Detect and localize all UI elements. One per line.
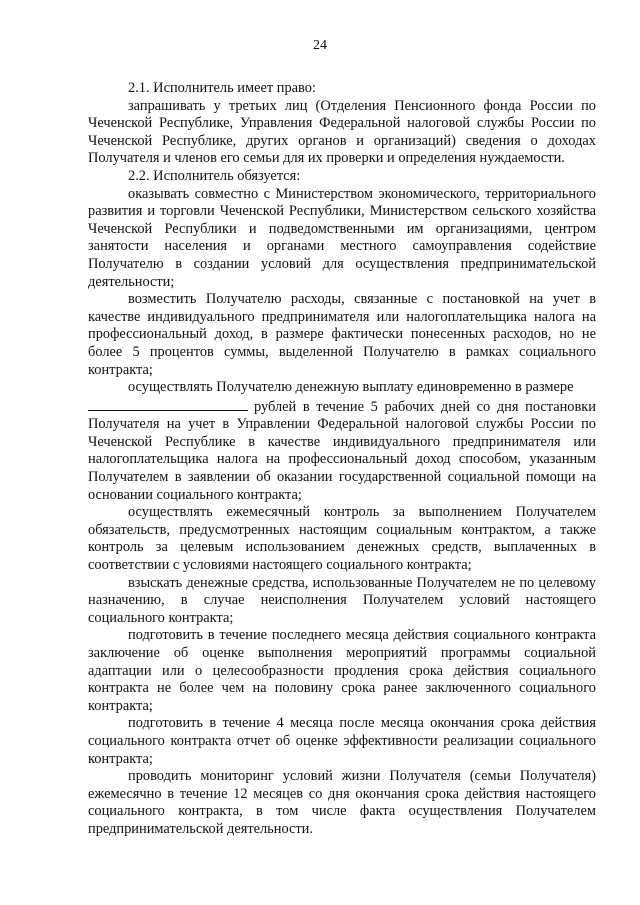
section-2-2-item-4: осуществлять ежемесячный контроль за выполнением Получателем обязательств, предусмотренных настоящим социальным контрактом, а также контроль за целевым использованием денежных средств, выплаченных в соответствии с условиями настоящего социального контракта; [88,504,596,574]
section-2-2-item-1: оказывать совместно с Министерством экономического, территориального развития и торговли Чеченской Республики, Министерством сельского хозяйства Чеченской Республики и подведомственными им организациями, центром занятости населения и органами местного самоуправления содействие Получателю в создании условий для осуществления предпринимательской деятельности; [88,185,596,290]
section-2-2-item-8: проводить мониторинг условий жизни Получателя (семьи Получателя) ежемесячно в течение 12 месяцев со дня окончания срока действия настоящего социального контракта, в том числе факта осуществления Получателем предпринимательской деятельности. [88,768,596,837]
section-2-2-item-6: подготовить в течение последнего месяца действия социального контракта заключение об оценке выполнения мероприятий программы социальной адаптации или о целесообразности продления срока действия социального контракта не более чем на половину срока ранее заключенного социального контракта; [88,627,596,714]
document-body [88,80,596,839]
section-2-2-item-2: возместить Получателю расходы, связанные с постановкой на учет в качестве индивидуального предпринимателя или налогоплательщика налога на профессиональный доход, в размере фактически понесенных расходов, но не более 5 процентов суммы, выделенной Получателю в рамках социального контракта; [88,291,596,378]
section-2-2-heading: 2.2. Исполнитель обязуется: [128,167,301,184]
page-number: 24 [313,38,327,53]
section-2-1-item-1: запрашивать у третьих лиц (Отделения Пенсионного фонда России по Чеченской Республике, Управления Федеральной налоговой службы России по Чеченской Республике, других органов и организаций) сведения о доходах Получателя и членов его семьи для их проверки и определения нуждаемости. [88,97,596,167]
section-2-2-item-3-text: рублей в течение 5 рабочих дней со дня постановки Получателя на учет в Управлении Федеральной налоговой службы России по Чеченской Республике в качестве индивидуального предпринимателя или налогоплательщика налога на профессиональный доход способом, указанным Получателем в заявлении об оказании государственной социальной помощи на основании социального контракта; [88,398,596,503]
section-2-2-item-3-body [88,397,596,505]
section-2-2-item-5: взыскать денежные средства, использованные Получателем не по целевому назначению, в случае неисполнения Получателем условий настоящего социального контракта; [88,574,596,626]
section-2-1-heading: 2.1. Исполнитель имеет право: [128,80,316,96]
section-2-2-item-3-intro: осуществлять Получателю денежную выплату единовременно в размере [128,379,574,396]
payment-amount-blank [88,397,248,411]
section-2-2-item-7: подготовить в течение 4 месяца после месяца окончания срока действия социального контракта отчет об оценке эффективности реализации социального контракта; [88,715,596,767]
